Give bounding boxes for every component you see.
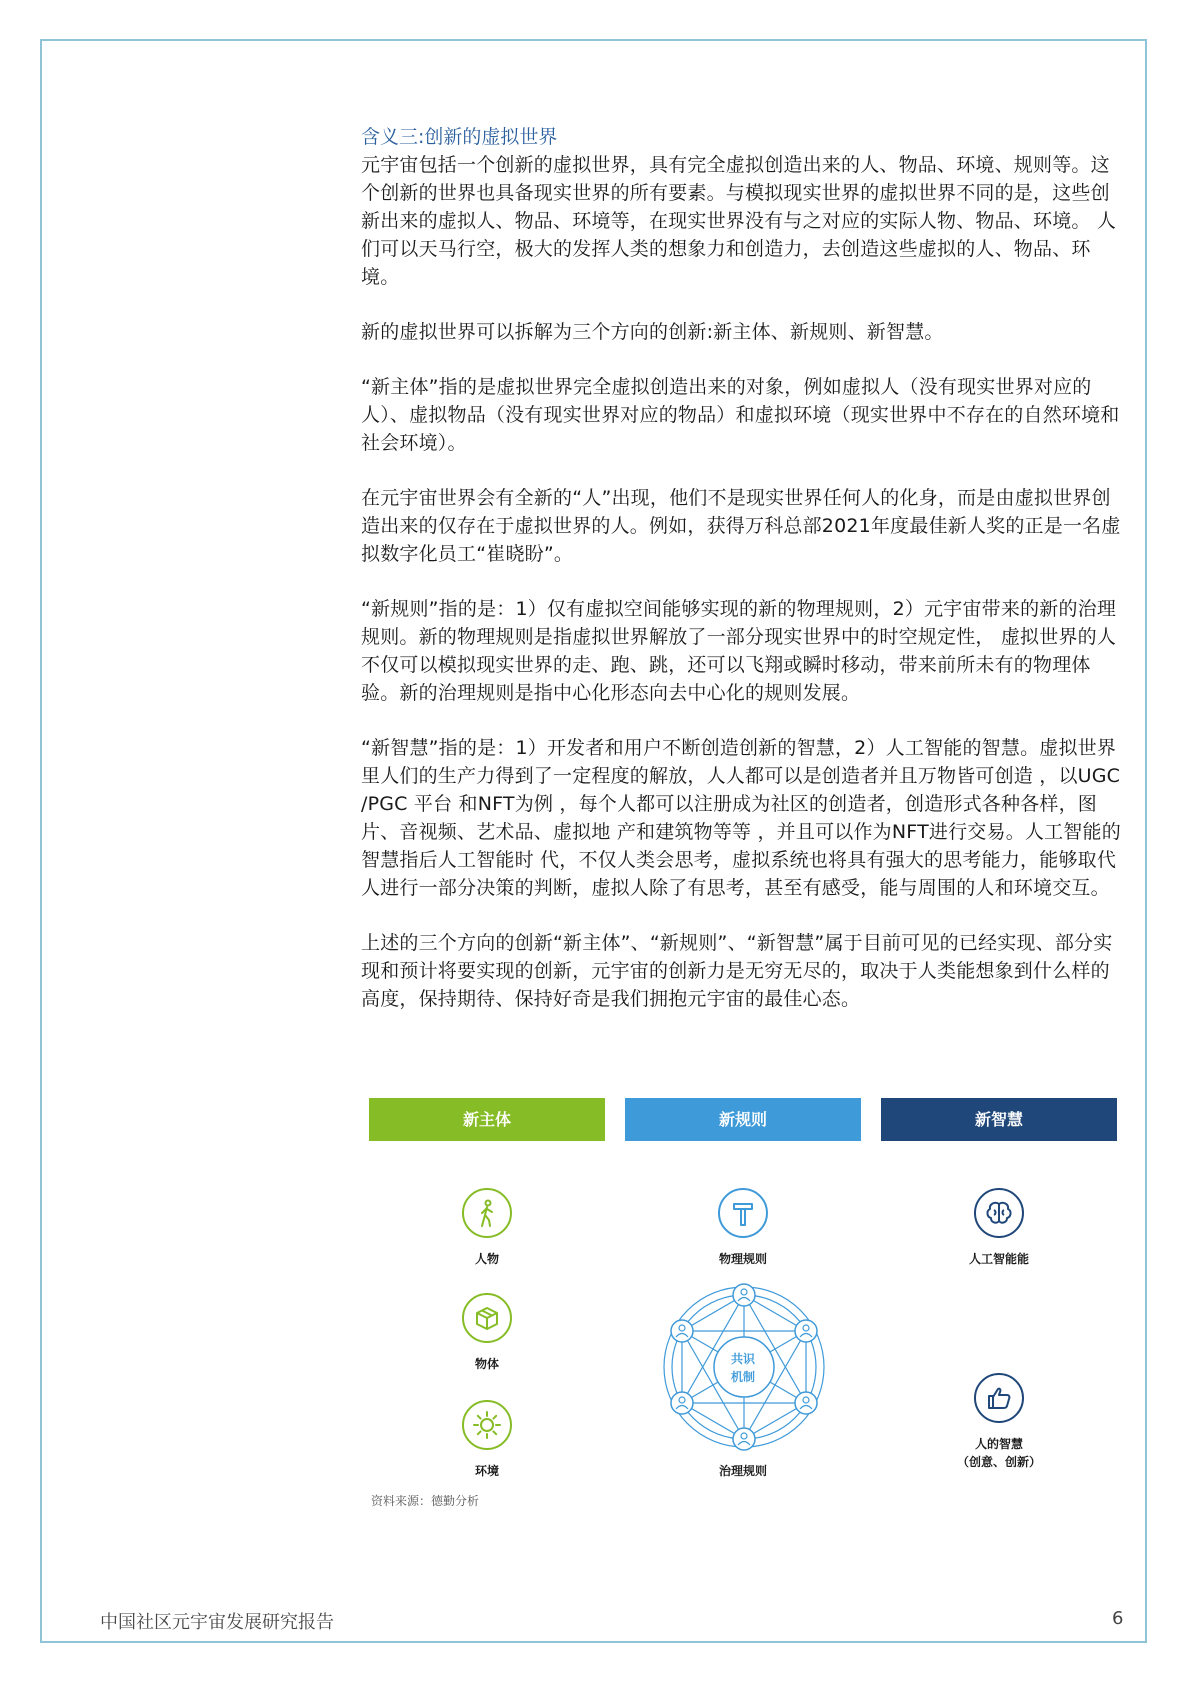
label-person: 人物 xyxy=(474,1252,499,1266)
label-physical-rules: 物理规则 xyxy=(718,1252,767,1266)
label-ai: 人工智能能 xyxy=(968,1252,1029,1266)
innovation-diagram xyxy=(369,1098,1120,1518)
paragraph: 新的虚拟世界可以拆解为三个方向的创新:新主体、新规则、新智慧。 xyxy=(361,321,944,343)
label-human-wisdom: 人的智慧 xyxy=(974,1437,1023,1451)
paragraph: 元宇宙包括一个创新的虚拟世界，具有完全虚拟创造出来的人、物品、环境、规则等。这个创新的世界也具备现实世界的所有要素。与模拟现实世界的虚拟世界不同的是，这些创新出来的虚拟人、物品、环境等，在现实世界没有与之对应的实际人物、物品、环境。 人们可以天马行空，极大的发挥人类的想象力和创造力，去创造这些虚拟的人、物品、环境。 xyxy=(361,154,1117,288)
center-label-line1: 共识 xyxy=(730,1352,755,1366)
label-governance-rules: 治理规则 xyxy=(718,1464,767,1478)
paragraph: “新规则”指的是：1）仅有虚拟空间能够实现的新的物理规则，2）元宇宙带来的新的治理规则。新的物理规则是指虚拟世界解放了一部分现实世界中的时空规定性， 虚拟世界的人不仅可以模拟现实世界的走、跑、跳，还可以飞翔或瞬时移动，带来前所未有的物理体验。新的治理规则是指中心化形态向去中心化的规则发展。 xyxy=(361,598,1117,704)
column-header-new-rules: 新规则 xyxy=(625,1098,861,1141)
column-header-new-subject: 新主体 xyxy=(369,1098,605,1141)
paragraph: “新智慧”指的是：1）开发者和用户不断创造创新的智慧，2）人工智能的智慧。虚拟世界里人们的生产力得到了一定程度的解放，人人都可以是创造者并且万物皆可创造 ，以UGC /PGC 平台 和NFT为例 ，每个人都可以注册成为社区的创造者，创造形式各种各样，图片、音视频、艺术品、虚拟地 产和建筑物等等 ，并且可以作为NFT进行交易。人工智能的智慧指后人工智能时 代，不仅人类会思考，虚拟系统也将具有强大的思考能力，能够取代人进行一部分决策的判断，虚拟人除了有思考，甚至有感受，能与周围的人和环境交互。 xyxy=(361,737,1121,899)
box-icon xyxy=(462,1293,512,1343)
hammer-icon xyxy=(718,1188,768,1238)
source-note: 资料来源：德勤分析 xyxy=(371,1494,480,1508)
paragraph: “新主体”指的是虚拟世界完全虚拟创造出来的对象，例如虚拟人（没有现实世界对应的人）、虚拟物品（没有现实世界对应的物品）和虚拟环境（现实世界中不存在的自然环境和社会环境）。 xyxy=(361,376,1120,454)
center-label-line2: 机制 xyxy=(730,1370,755,1384)
label-object: 物体 xyxy=(474,1357,499,1371)
sun-icon xyxy=(462,1400,512,1450)
paragraph: 在元宇宙世界会有全新的“人”出现，他们不是现实世界任何人的化身，而是由虚拟世界创造出来的仅存在于虚拟世界的人。例如，获得万科总部2021年度最佳新人奖的正是一名虚拟数字化员工“崔晓盼”。 xyxy=(361,487,1121,565)
thumbs-up-icon xyxy=(974,1373,1024,1423)
section-title: 含义三:创新的虚拟世界 xyxy=(361,126,558,148)
brain-icon xyxy=(974,1188,1024,1238)
paragraph: 上述的三个方向的创新“新主体”、“新规则”、“新智慧”属于目前可见的已经实现、部分实现和预计将要实现的创新，元宇宙的创新力是无穷无尽的，取决于人类能想象到什么样的高度，保持期待、保持好奇是我们拥抱元宇宙的最佳心态。 xyxy=(361,932,1113,1010)
person-walking-icon xyxy=(462,1188,512,1238)
footer-title: 中国社区元宇宙发展研究报告 xyxy=(100,1612,334,1633)
page-number: 6 xyxy=(1112,1608,1124,1629)
label-environment: 环境 xyxy=(474,1464,499,1478)
main-content xyxy=(361,123,1126,1040)
label-human-wisdom-sub: （创意、创新） xyxy=(956,1455,1041,1469)
column-header-new-wisdom: 新智慧 xyxy=(881,1098,1117,1141)
